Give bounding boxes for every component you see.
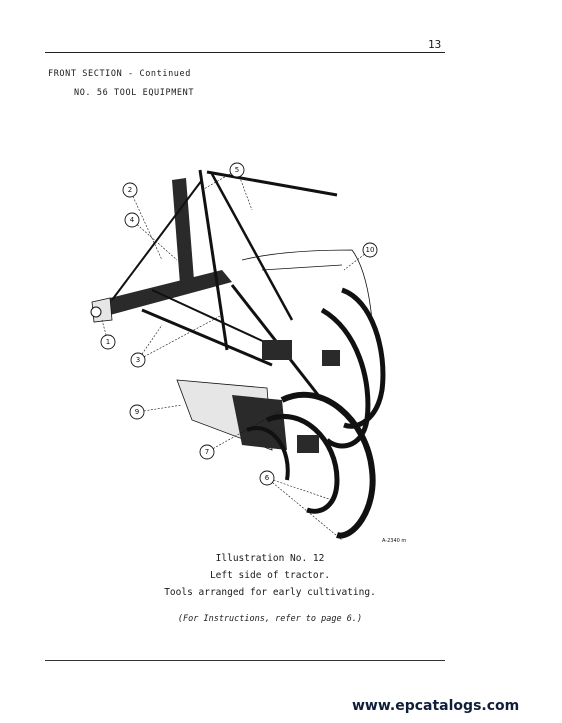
- svg-text:6: 6: [264, 474, 270, 482]
- callout-4: [125, 213, 177, 260]
- caption-line-2: Left side of tractor.: [209, 570, 331, 581]
- drawing-code: A-2340 m: [382, 538, 407, 544]
- top-rule: [45, 52, 445, 53]
- svg-text:1: 1: [105, 338, 111, 346]
- svg-text:5: 5: [234, 166, 240, 174]
- instructions-note: (For Instructions, refer to page 6.): [177, 614, 363, 624]
- watermark: www.epcatalogs.com: [352, 698, 520, 714]
- svg-text:3: 3: [135, 356, 141, 364]
- drawbar-beam: [91, 270, 232, 322]
- callout-3: [131, 315, 222, 367]
- shield-plate: [177, 380, 287, 450]
- cultivator-illustration: [82, 150, 422, 550]
- callout-1: [101, 320, 115, 349]
- bottom-rule: [45, 660, 445, 661]
- svg-text:7: 7: [204, 448, 210, 456]
- lift-mast: [172, 170, 337, 350]
- callout-9: [130, 405, 182, 419]
- svg-text:10: 10: [365, 246, 375, 254]
- page-number: 13: [428, 38, 442, 51]
- section-heading: FRONT SECTION - Continued: [48, 69, 191, 79]
- caption-line-1: Illustration No. 12: [215, 553, 325, 564]
- svg-text:4: 4: [129, 216, 135, 224]
- svg-text:9: 9: [134, 408, 140, 416]
- subsection-heading: NO. 56 TOOL EQUIPMENT: [74, 88, 195, 98]
- caption-line-3: Tools arranged for early cultivating.: [164, 587, 376, 598]
- svg-text:2: 2: [127, 186, 133, 194]
- tractor-frame-outline: [242, 250, 372, 320]
